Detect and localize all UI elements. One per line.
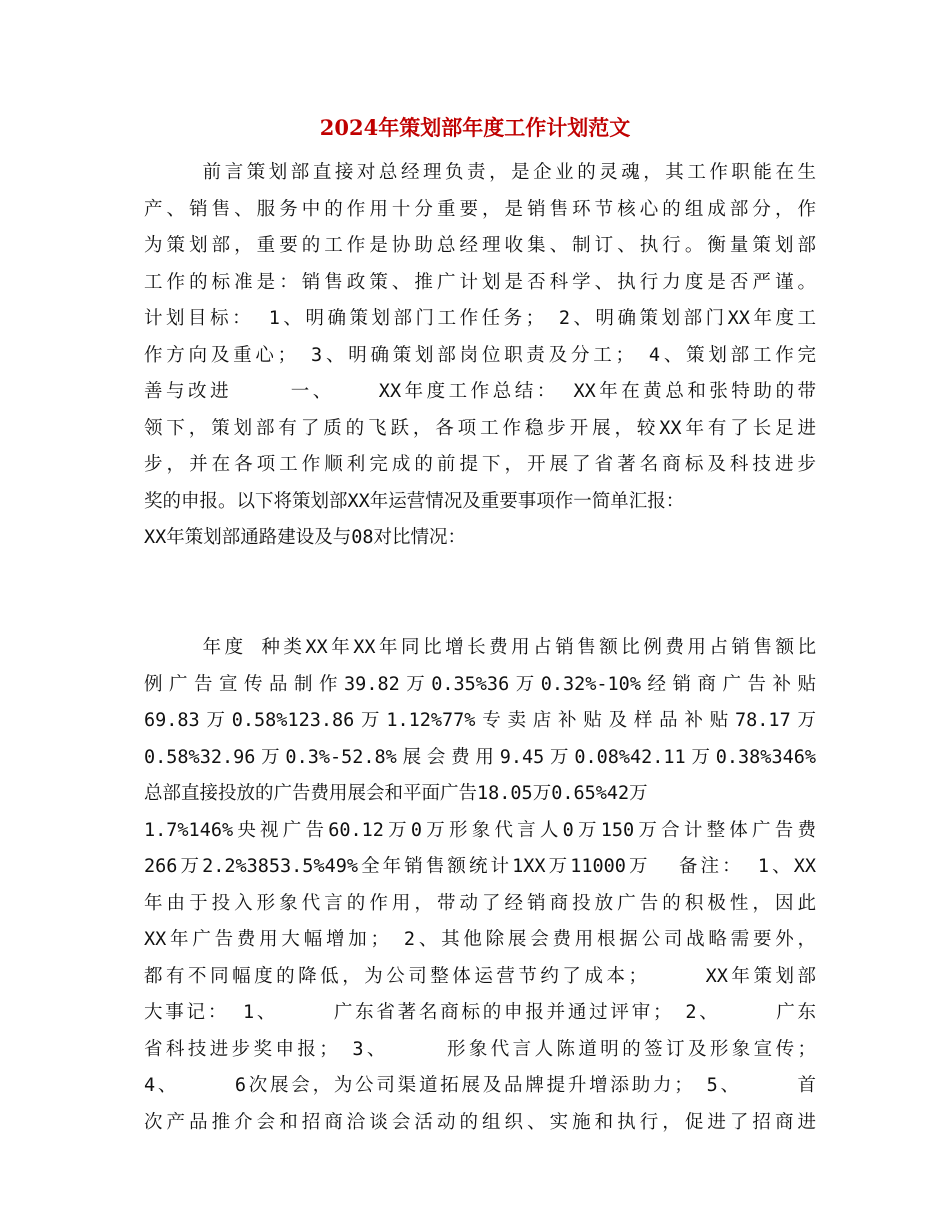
text-line: 都有不同幅度的降低，为公司整体运营节约了成本； XX年策划部 [144,965,816,987]
text-line: XX年策划部通路建设及与08对比情况： [144,527,467,548]
paragraph-summary [144,630,816,1141]
text-line: 作方向及重心； 3、明确策划部岗位职责及分工； 4、策划部工作完 [144,344,816,366]
text-line: 1.7%146%央视广告60.12万0万形象代言人0万150万合计整体广告费 [144,819,816,841]
text-line: 次产品推介会和招商洽谈会活动的组织、实施和执行，促进了招商进 [144,1111,816,1133]
text-line: 前言策划部直接对总经理负责，是企业的灵魂，其工作职能在生 [144,162,816,183]
text-line: 总部直接投放的广告费用展会和平面广告18.05万0.65%42万 [144,783,648,804]
text-line: 大事记： 1、 广东省著名商标的申报并通过评审； 2、 广东 [144,1002,816,1023]
text-line: 计划目标： 1、明确策划部门工作任务； 2、明确策划部门XX年度工 [144,308,816,329]
text-line: XX年广告费用大幅增加； 2、其他除展会费用根据公司战略需要外， [144,929,816,950]
text-line: 领下，策划部有了质的飞跃，各项工作稳步开展，较XX年有了长足进 [144,417,816,439]
text-line: 266万2.2%3853.5%49%全年销售额统计1XX万11000万 备注： 1、XX [144,856,816,877]
text-line: 例广告宣传品制作39.82万0.35%36万0.32%-10%经销商广告补贴 [144,673,816,695]
text-line: 4、 6次展会，为公司渠道拓展及品牌提升增添助力； 5、 首 [144,1075,816,1096]
text-line: 0.58%32.96万0.3%-52.8%展会费用9.45万0.08%42.11万0.38%346% [144,746,816,768]
document-title: 2024年策划部年度工作计划范文 [319,115,631,140]
text-line: 步，并在各项工作顺利完成的前提下，开展了省著名商标及科技进步 [144,454,816,475]
text-line: 省科技进步奖申报； 3、 形象代言人陈道明的签订及形象宣传； [144,1038,816,1060]
text-line: 奖的申报。以下将策划部XX年运营情况及重要事项作一简单汇报： [144,490,685,512]
text-line: 年度 种类XX年XX年同比增长费用占销售额比例费用占销售额比 [144,637,816,658]
text-line: 为策划部，重要的工作是协助总经理收集、制订、执行。衡量策划部 [144,235,816,256]
text-line: 69.83万0.58%123.86万1.12%77%专卖店补贴及样品补贴78.17万 [144,710,816,731]
paragraph-intro [144,155,816,557]
text-line: 年由于投入形象代言的作用，带动了经销商投放广告的积极性，因此 [144,892,816,914]
text-line: 产、销售、服务中的作用十分重要，是销售环节核心的组成部分，作 [144,198,816,220]
text-line: 工作的标准是：销售政策、推广计划是否科学、执行力度是否严谨。 [144,271,816,293]
text-line: 善与改进 一、 XX年度工作总结： XX年在黄总和张特助的带 [144,381,816,402]
